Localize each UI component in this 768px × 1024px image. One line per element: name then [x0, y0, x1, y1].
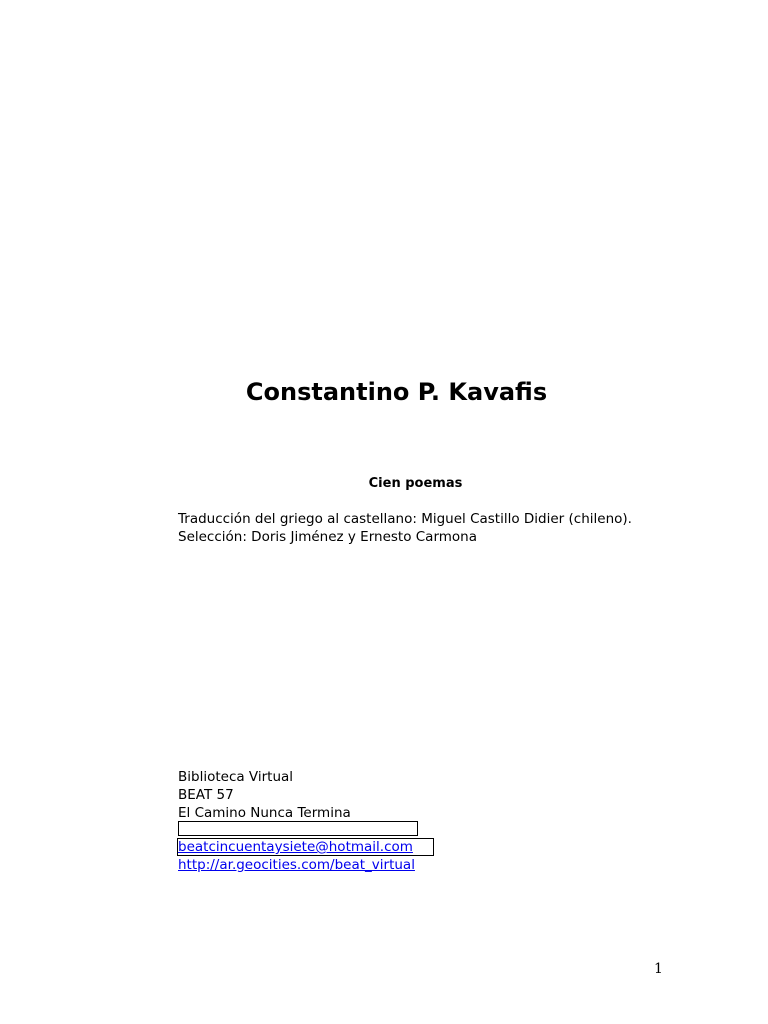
footer-motto: El Camino Nunca Termina — [178, 805, 351, 821]
footer-series-name: BEAT 57 — [178, 787, 234, 803]
footer-library-name: Biblioteca Virtual — [178, 769, 294, 785]
page-number: 1 — [654, 961, 663, 977]
document-subtitle: Cien poemas — [368, 476, 463, 491]
empty-bordered-box — [178, 821, 418, 836]
selection-credit: Selección: Doris Jiménez y Ernesto Carmona — [178, 529, 478, 545]
website-link[interactable]: http://ar.geocities.com/beat_virtual — [178, 857, 415, 873]
email-link[interactable]: beatcincuentaysiete@hotmail.com — [178, 839, 413, 855]
document-title: Constantino P. Kavafis — [245, 378, 548, 406]
translation-credit: Traducción del griego al castellano: Miguel Castillo Didier (chileno). — [178, 511, 632, 527]
